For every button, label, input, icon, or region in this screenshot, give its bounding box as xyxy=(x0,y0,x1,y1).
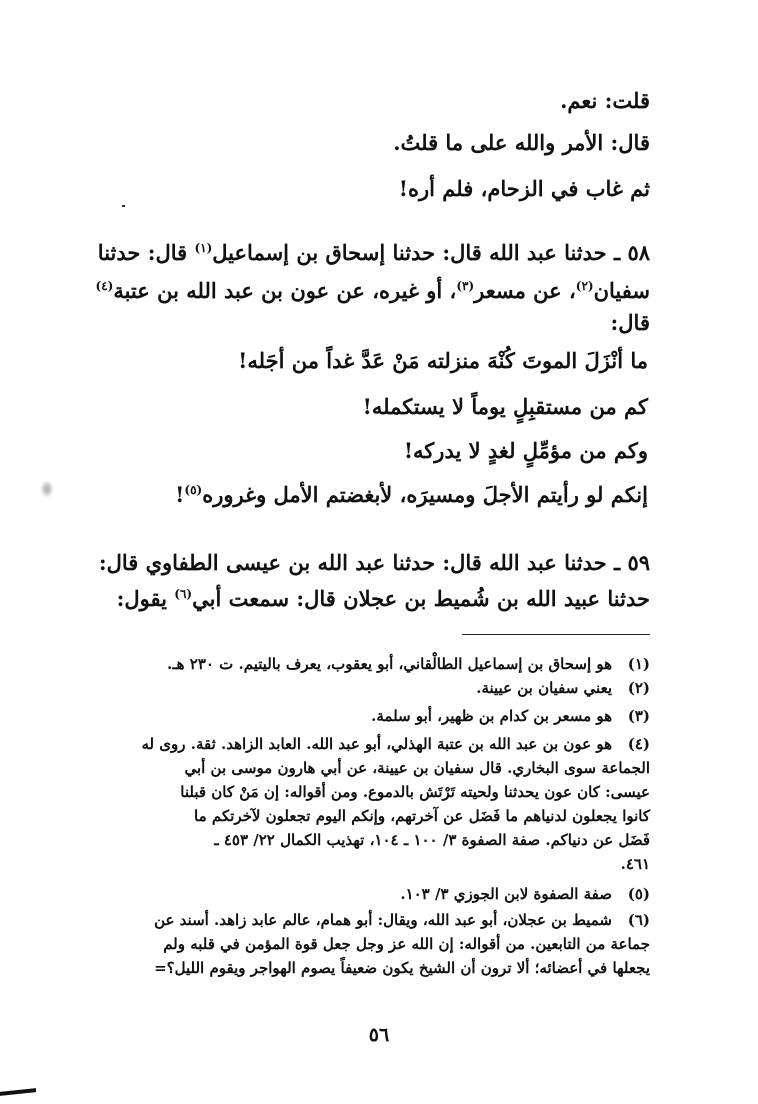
hadith-59-line-1: ٥٩ ـ حدثنا عبد الله قال: حدثنا عبد الله بن عيسى الطفاوي قال: xyxy=(98,550,650,575)
footnote-number: (٣) xyxy=(627,707,650,725)
footnote-ref: (٢) xyxy=(575,279,594,293)
verse-line: كم من مستقبِلٍ يوماً لا يستكمله! xyxy=(362,394,648,419)
footnote-4: (٤) هو عون بن عبد الله بن عتبة الهذلي، أبو عبد الله. العابد الزاهد. ثقة. روى له الجماعة سوى البخاري. قال سفيان بن عيينة، عن أبي هارون موسى بن أبي عيسى: كان عون يحدثنا ولحيته تَرْتَش بالدموع. ومن أقواله: إن مَنْ كان قبلنا كانوا يجعلون لدنياهم ما فَضَل عن آخرتهم، وإنكم اليوم تجعلون لآخرتكم ما فَضَل عن دنياكم. صفة الصفوة ٣/ ١٠٠ ـ ١٠٤، تهذيب الكمال ٢٢/ ٤٥٣ ـ ٤٦١. xyxy=(108,732,650,876)
hadith-number: ٥٩ xyxy=(627,550,650,575)
footnote-number: (٦) xyxy=(627,911,650,929)
verse-line: إنكم لو رأيتم الأجلَ ومسيرَه، لأبغضتم الأمل وغروره$^{(٥)}$! xyxy=(175,482,648,507)
ink-speck xyxy=(122,205,125,207)
footnote-ref: (٥) xyxy=(184,483,203,497)
footnote-ref: (٤) xyxy=(95,279,114,293)
hadith-58-line-1: ٥٨ ـ حدثنا عبد الله قال: حدثنا إسحاق بن إسماعيل$^{(١)}$ قال: حدثنا xyxy=(97,240,650,265)
footnote-1: (١) هو إسحاق بن إسماعيل الطالْقاني، أبو يعقوب، يعرف باليتيم. ت ٢٣٠ هـ. xyxy=(108,652,650,676)
hadith-58-line-3: قال: xyxy=(610,310,650,335)
scan-smudge xyxy=(40,480,54,498)
body-line: قلت: نعم. xyxy=(560,88,650,113)
footnote-ref: (٣) xyxy=(456,279,475,293)
footnote-ref: (٦) xyxy=(174,587,193,601)
scan-edge-mark xyxy=(0,1088,36,1096)
hadith-number: ٥٨ xyxy=(627,240,650,265)
footnote-number: (٤) xyxy=(627,735,650,753)
hadith-59-line-2: حدثنا عبيد الله بن شُميط بن عجلان قال: سمعت أبي$^{(٦)}$ يقول: xyxy=(116,586,650,611)
body-line: ثم غاب في الزحام، فلم أره! xyxy=(398,176,650,201)
footnote-separator xyxy=(462,634,650,635)
footnote-5: (٥) صفة الصفوة لابن الجوزي ٣/ ١٠٣. xyxy=(108,882,650,906)
footnote-3: (٣) هو مسعر بن كدام بن ظهير، أبو سلمة. xyxy=(108,704,650,728)
footnote-2: (٢) يعني سفيان بن عيينة. xyxy=(108,676,650,700)
footnote-number: (٢) xyxy=(627,679,650,697)
footnote-ref: (١) xyxy=(194,241,213,255)
page-number: ٥٦ xyxy=(368,1024,390,1046)
verse-line: وكم من مؤمِّلٍ لغدٍ لا يدركه! xyxy=(403,438,648,463)
hadith-58-line-2: سفيان$^{(٢)}$، عن مسعر$^{(٣)}$، أو غيره، عن عون بن عبد الله بن عتبة$^{(٤)}$ xyxy=(95,278,650,303)
verse-line: ما أنْزَلَ الموتَ كُنْهَ منزلته مَنْ عَدَّ غداً من أجَله! xyxy=(238,348,648,373)
body-line: قال: الأمر والله على ما قلتُ. xyxy=(393,130,650,155)
footnote-6: (٦) شميط بن عجلان، أبو عبد الله، ويقال: أبو همام، عالم عابد زاهد. أسند عن جماعة من التابعين. من أقواله: إن الله عز وجل جعل قوة المؤمن في قلبه ولم يجعلها في أعضائه؛ ألا ترون أن الشيخ يكون ضعيفاً يصوم الهواجر ويقوم الليل؟= xyxy=(108,908,650,980)
footnote-number: (٥) xyxy=(627,885,650,903)
footnote-number: (١) xyxy=(627,655,650,673)
